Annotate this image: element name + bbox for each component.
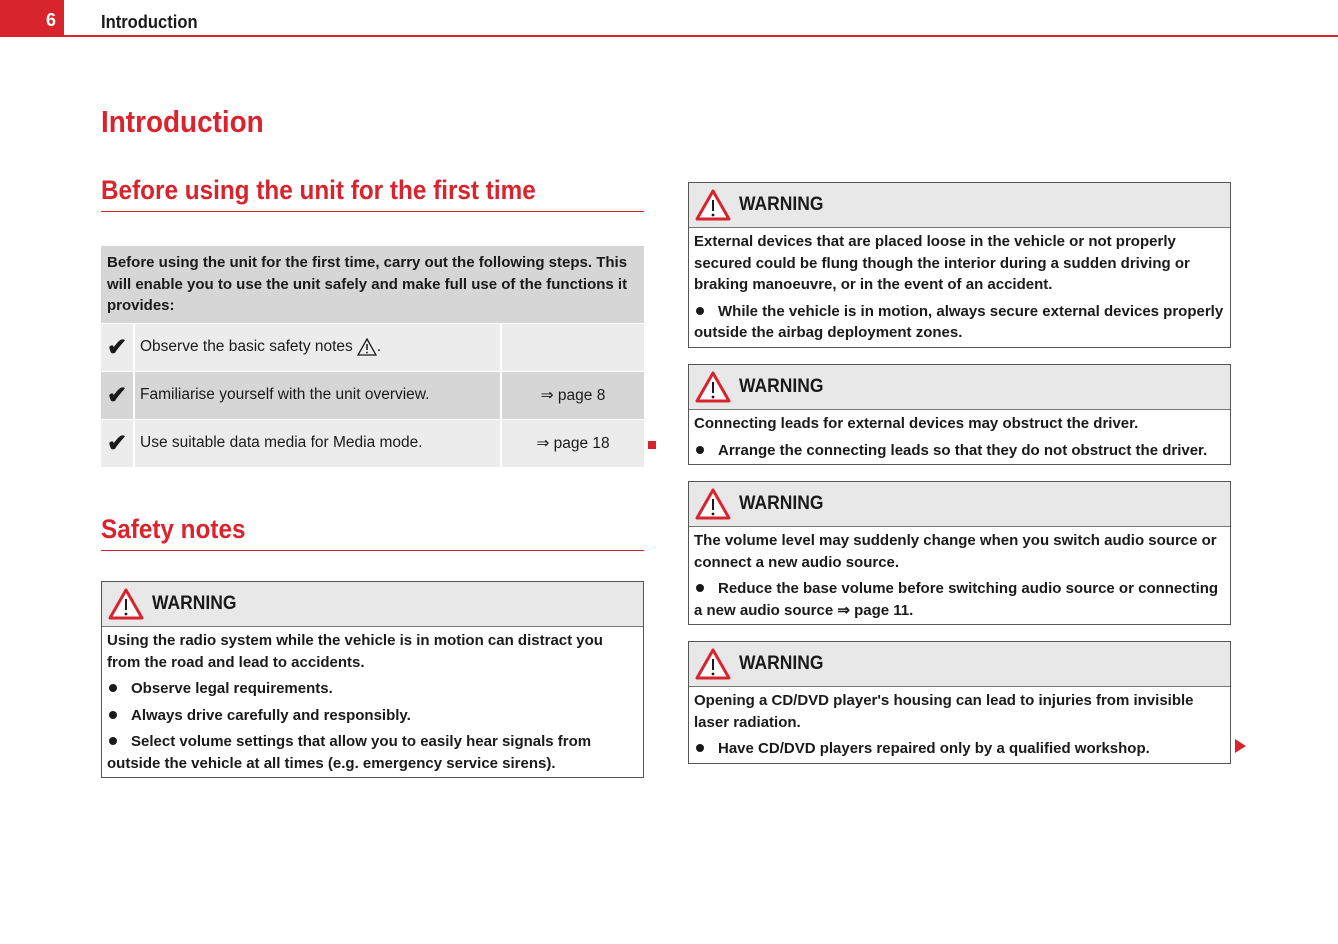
warning-triangle-icon — [695, 488, 731, 520]
warning-bullet: Always drive carefully and responsibly. — [107, 705, 638, 727]
warning-triangle-icon — [357, 338, 377, 356]
page-number-box — [0, 0, 64, 37]
warning-bullet: Reduce the base volume before switching audio source or connecting a new audio source ⇒ page 11. — [694, 580, 1219, 619]
warning-box — [688, 641, 1231, 764]
check-icon: ✔ — [101, 420, 135, 467]
bullet-icon — [696, 307, 704, 315]
bullet-icon — [109, 684, 117, 692]
step-text: Use suitable data media for Media mode. — [135, 420, 502, 467]
step-row — [101, 419, 644, 467]
warning-triangle-icon — [695, 189, 731, 221]
step-row — [101, 371, 644, 419]
step-text: Observe the basic safety notes — [140, 338, 353, 355]
warning-bullet: Select volume settings that allow you to easily hear signals from outside the vehicle at all times (e.g. emergency service sirens). — [107, 733, 592, 772]
steps-table — [101, 246, 644, 467]
warning-bullet: Have CD/DVD players repaired only by a qualified workshop. — [694, 738, 1225, 760]
step-text: Familiarise yourself with the unit overview. — [135, 372, 502, 419]
header-rule — [64, 35, 1338, 37]
bullet-icon — [696, 744, 704, 752]
warning-label: WARNING — [739, 653, 824, 674]
steps-intro: Before using the unit for the first time, carry out the following steps. This will enable you to use the unit safely and make full use of the functions it provides: — [101, 246, 644, 323]
warning-text: The volume level may suddenly change when you switch audio source or connect a new audio source. — [694, 532, 1217, 571]
step-row — [101, 323, 644, 371]
warning-label: WARNING — [739, 376, 824, 397]
bullet-icon — [109, 737, 117, 745]
running-title: Introduction — [101, 12, 198, 32]
warning-label: WARNING — [152, 593, 237, 614]
check-icon: ✔ — [101, 372, 135, 419]
warning-label: WARNING — [739, 194, 824, 215]
warning-text: External devices that are placed loose in the vehicle or not properly secured could be flung though the interior during a sudden driving or braking manoeuvre, or in the event of an accident. — [694, 233, 1190, 293]
warning-text: Opening a CD/DVD player's housing can lead to injuries from invisible laser radiation. — [694, 692, 1194, 731]
check-icon: ✔ — [101, 324, 135, 371]
section-rule — [101, 550, 644, 551]
continue-arrow-icon — [1235, 739, 1246, 753]
warning-label: WARNING — [739, 493, 824, 514]
section-rule — [101, 211, 644, 212]
step-suffix: . — [376, 338, 382, 355]
warning-bullet: Observe legal requirements. — [107, 678, 638, 700]
warning-text: Connecting leads for external devices may obstruct the driver. — [694, 415, 1139, 432]
section-heading-first-use: Before using the unit for the first time — [101, 175, 536, 205]
step-page-ref[interactable]: ⇒ page 18 — [536, 434, 610, 452]
bullet-icon — [109, 711, 117, 719]
page-number: 6 — [45, 10, 56, 30]
warning-triangle-icon — [695, 648, 731, 680]
page-title: Introduction — [101, 104, 264, 139]
warning-triangle-icon — [108, 588, 144, 620]
step-page-ref[interactable]: ⇒ page 8 — [540, 386, 606, 404]
warning-bullet: Arrange the connecting leads so that they do not obstruct the driver. — [694, 440, 1225, 462]
warning-box — [688, 364, 1231, 465]
warning-bullet: While the vehicle is in motion, always secure external devices properly outside the airbag deployment zones. — [694, 302, 1224, 341]
bullet-icon — [696, 446, 704, 454]
warning-box — [101, 581, 644, 778]
warning-triangle-icon — [695, 371, 731, 403]
step-page-ref[interactable] — [502, 324, 644, 371]
warning-box — [688, 182, 1231, 348]
warning-box — [688, 481, 1231, 625]
section-heading-safety: Safety notes — [101, 514, 246, 544]
warning-text: Using the radio system while the vehicle is in motion can distract you from the road and lead to accidents. — [107, 632, 603, 671]
bullet-icon — [696, 584, 704, 592]
section-end-marker — [648, 441, 656, 449]
